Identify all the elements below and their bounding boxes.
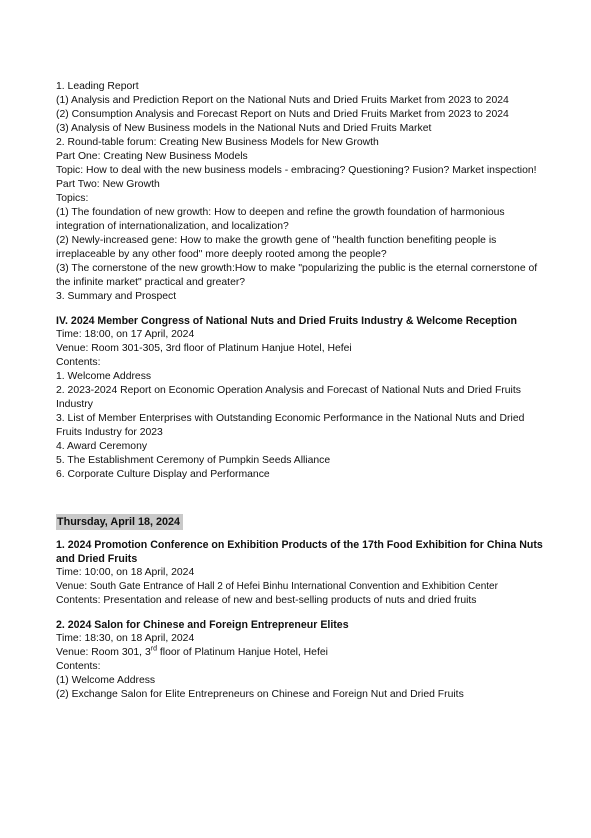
document-page (56, 80, 546, 702)
salon-item-1: (1) Welcome Address (56, 675, 156, 686)
salon-item-2: (2) Exchange Salon for Elite Entrepreneurs on Chinese and Foreign Nut and Dried Fruits (56, 689, 464, 700)
part-two-heading: Part Two: New Growth (56, 179, 160, 190)
event-1-title: 1. 2024 Promotion Conference on Exhibition Products of the 17th Food Exhibition for China Nuts and Dried Fruits (56, 539, 543, 565)
report-item-2: (2) Consumption Analysis and Forecast Report on Nuts and Dried Fruits Market from 2023 to 2024 (56, 109, 509, 120)
section-4-time: Time: 18:00, on 17 April, 2024 (56, 329, 195, 340)
day-section (56, 512, 546, 702)
event-2-contents-label: Contents: (56, 661, 101, 672)
congress-item-6: 6. Corporate Culture Display and Performance (56, 469, 270, 480)
section-4-venue: Venue: Room 301-305, 3rd floor of Platinum Hanjue Hotel, Hefei (56, 343, 352, 354)
report-item-3: (3) Analysis of New Business models in the National Nuts and Dried Fruits Market (56, 123, 432, 134)
topic-item-3: (3) The cornerstone of the new growth:How to make "popularizing the public is the eternal cornerstone of the infinite market" practical and greater? (56, 263, 538, 288)
congress-item-4: 4. Award Ceremony (56, 441, 148, 452)
section-3-program (56, 80, 546, 304)
event-2-venue-suffix: floor of Platinum Hanjue Hotel, Hefei (156, 647, 328, 658)
section-4-contents-label: Contents: (56, 357, 101, 368)
event-1-venue: Venue: South Gate Entrance of Hall 2 of Hefei Binhu International Convention and Exhibition Center (56, 581, 498, 592)
leading-report-heading: 1. Leading Report (56, 81, 139, 92)
congress-item-3: 3. List of Member Enterprises with Outstanding Economic Performance in the National Nuts and Dried Fruits Industry for 2023 (56, 413, 525, 438)
part-one-heading: Part One: Creating New Business Models (56, 151, 248, 162)
event-1-contents: Contents: Presentation and release of new and best-selling products of nuts and dried fruits (56, 595, 477, 606)
congress-item-1: 1. Welcome Address (56, 371, 152, 382)
summary-item: 3. Summary and Prospect (56, 291, 177, 302)
part-one-topic: Topic: How to deal with the new business models - embracing? Questioning? Fusion? Market inspection! (56, 165, 537, 176)
roundtable-heading: 2. Round-table forum: Creating New Business Models for New Growth (56, 137, 379, 148)
section-4-member-congress (56, 314, 546, 482)
topics-label: Topics: (56, 193, 89, 204)
event-2-time: Time: 18:30, on 18 April, 2024 (56, 633, 195, 644)
report-item-1: (1) Analysis and Prediction Report on the National Nuts and Dried Fruits Market from 2023 to 2024 (56, 95, 509, 106)
topic-item-2: (2) Newly-increased gene: How to make the growth gene of "health function benefiting people is irreplaceable by any other food" more deeply rooted among the people? (56, 235, 497, 260)
topic-item-1: (1) The foundation of new growth: How to deepen and refine the growth foundation of harmonious integration of internationalization, and localization? (56, 207, 505, 232)
congress-item-2: 2. 2023-2024 Report on Economic Operation Analysis and Forecast of National Nuts and Dried Fruits Industry (56, 385, 521, 410)
date-banner: Thursday, April 18, 2024 (56, 514, 183, 530)
event-2-venue (56, 646, 546, 660)
event-2-venue-superscript: rd (150, 645, 157, 653)
event-2-venue-prefix: Venue: Room 301, 3 (56, 647, 151, 658)
section-4-title: IV. 2024 Member Congress of National Nuts and Dried Fruits Industry & Welcome Reception (56, 315, 517, 327)
event-2-title: 2. 2024 Salon for Chinese and Foreign Entrepreneur Elites (56, 619, 349, 631)
congress-item-5: 5. The Establishment Ceremony of Pumpkin Seeds Alliance (56, 455, 331, 466)
event-1-time: Time: 10:00, on 18 April, 2024 (56, 567, 195, 578)
